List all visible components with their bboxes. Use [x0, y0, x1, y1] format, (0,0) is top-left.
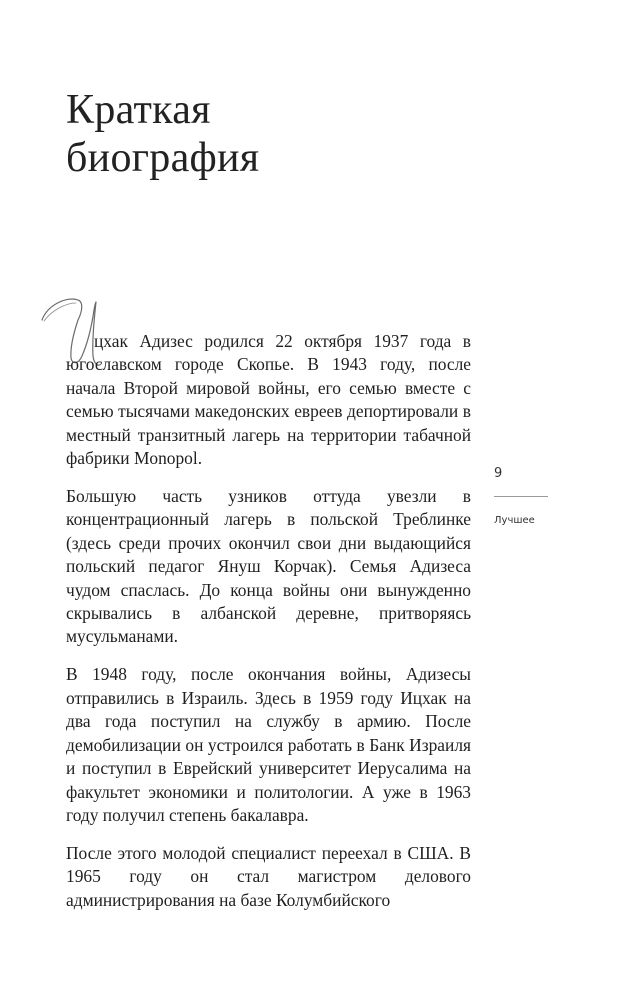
paragraph-2: Большую часть узников оттуда увезли в концентрационный лагерь в польской Треблинке (здесь среди прочих окончил свои дни выдающийся польский педагог Януш Корчак). Семья Адизеса чудом спаслась. До конца войны они вынужденно скрывались в албанской деревне, притворяясь мусульманами. [66, 486, 471, 647]
chapter-title [66, 86, 486, 182]
chapter-title-line-1: Краткая [66, 87, 211, 133]
section-label: Лучшее [494, 515, 535, 526]
chapter-title-line-2: биография [66, 135, 260, 181]
margin-divider [494, 496, 548, 497]
paragraph-3: В 1948 году, после окончания войны, Адизесы отправились в Израиль. Здесь в 1959 году Ицхак на два года поступил на службу в армию. После демобилизации он устроился работать в Банк Израиля и поступил в Еврейский университет Иерусалима на факультет экономики и политологии. А уже в 1963 году получил степень бакалавра. [66, 664, 471, 825]
paragraph-4: После этого молодой специалист переехал в США. В 1965 году он стал магистром делового администрирования на базе Колумбийского [66, 842, 471, 910]
body-text [66, 330, 471, 927]
page-number: 9 [494, 466, 503, 481]
paragraph-1: цхак Адизес родился 22 октября 1937 года в югославском городе Скопье. В 1943 году, после начала Второй мировой войны, его семью вместе с семью тысячами македонских евреев депортировали в местный транзитный лагерь на территории табачной фабрики Monopol. [66, 331, 471, 469]
